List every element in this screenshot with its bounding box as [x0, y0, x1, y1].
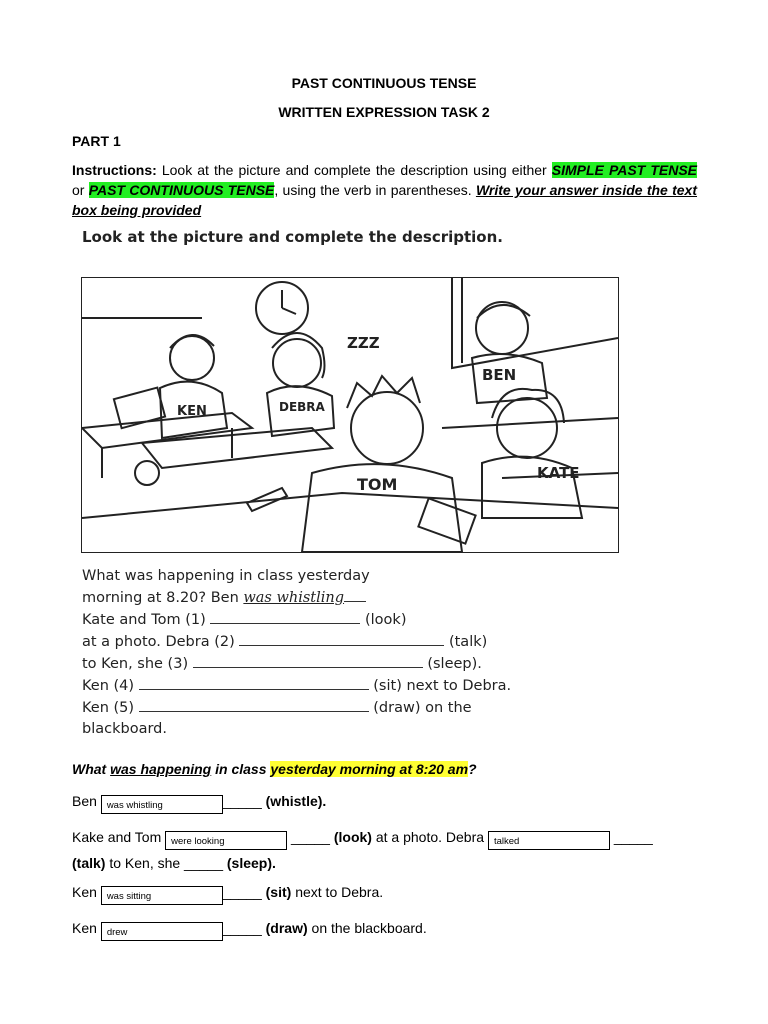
ben-verb: (whistle). [265, 793, 327, 809]
classroom-drawing [82, 278, 618, 552]
answer-box-kate-tom[interactable]: were looking [165, 831, 287, 850]
question-heading [72, 761, 477, 777]
question-part-3: in class [211, 761, 271, 777]
worksheet-figure [78, 226, 618, 736]
example-answer: was whistling [243, 590, 345, 606]
blank-5 [139, 697, 369, 712]
part-heading: PART 1 [72, 133, 121, 149]
figure-line-4-verb: (talk) [444, 634, 488, 650]
ken-sit-suffix: _____ [222, 884, 266, 900]
instructions-label: Instructions: [72, 162, 157, 178]
figure-line-6 [82, 675, 622, 697]
classroom-illustration [81, 277, 619, 553]
label-ken: KEN [177, 404, 207, 419]
talk-rest: to Ken, she _____ [105, 855, 227, 871]
instructions [72, 160, 697, 220]
ken-draw-rest: on the blackboard. [307, 920, 427, 936]
instructions-or: or [72, 182, 89, 198]
label-zzz: ZZZ [347, 334, 380, 352]
figure-line-4 [82, 631, 622, 653]
talk-verb: (talk) [72, 855, 106, 871]
blank-line [344, 587, 366, 602]
blank-4 [139, 675, 369, 690]
blank-3 [193, 653, 423, 668]
label-ben: BEN [482, 366, 517, 384]
figure-line-3 [82, 609, 622, 631]
ken-draw-suffix: _____ [222, 920, 266, 936]
answer-box-ken-draw[interactable]: drew [101, 922, 223, 941]
ken-sit-label: Ken [72, 884, 101, 900]
figure-line-5-text: to Ken, she (3) [82, 656, 193, 672]
answer-line-ben [72, 791, 326, 814]
answer-line-sleep [72, 853, 276, 873]
blank-2 [239, 631, 444, 646]
ken-sit-verb: (sit) [265, 884, 292, 900]
figure-line-5-verb: (sleep). [422, 656, 482, 672]
label-tom: TOM [357, 475, 398, 494]
kate-tom-rest: at a photo. Debra [371, 829, 488, 845]
figure-line-2-text: morning at 8.20? Ben [82, 590, 244, 606]
answer-box-ben[interactable]: was whistling [101, 795, 223, 814]
figure-line-3-text: Kate and Tom (1) [82, 612, 211, 628]
figure-line-7-verb: (draw) on the [368, 700, 472, 716]
figure-line-8: blackboard. [82, 721, 167, 737]
answer-line-ken-draw [72, 918, 427, 941]
instructions-text2: , using the verb in parentheses. [274, 182, 476, 198]
question-highlighted: yesterday morning at 8:20 am [270, 761, 469, 777]
label-kate: KATE [537, 464, 580, 482]
figure-line-6-text: Ken (4) [82, 678, 139, 694]
kate-tom-suffix: _____ [287, 829, 334, 845]
instructions-text1: Look at the picture and complete the description using either [156, 162, 552, 178]
figure-line-4-text: at a photo. Debra (2) [82, 634, 240, 650]
figure-line-5 [82, 653, 622, 675]
highlight-past-continuous: PAST CONTINUOUS TENSE [88, 182, 275, 198]
figure-line-7-text: Ken (5) [82, 700, 139, 716]
kate-tom-verb: (look) [333, 829, 372, 845]
instructions-emphasis: Write your answer inside the text box being provided [72, 182, 698, 218]
highlight-simple-past: SIMPLE PAST TENSE [551, 162, 697, 178]
debra-suffix: _____ [609, 829, 653, 845]
figure-heading: Look at the picture and complete the description. [82, 228, 503, 246]
figure-line-3-verb: (look) [360, 612, 407, 628]
sleep-verb: (sleep). [226, 855, 276, 871]
question-part-1: What [72, 761, 111, 777]
blank-1 [210, 609, 360, 624]
kate-tom-label: Kake and Tom [72, 829, 166, 845]
question-mark: ? [468, 761, 477, 777]
figure-description [82, 566, 622, 740]
answer-box-debra[interactable]: talked [488, 831, 610, 850]
answer-line-kate-tom [72, 827, 697, 850]
answer-box-ken-sit[interactable]: was sitting [101, 886, 223, 905]
ken-sit-rest: next to Debra. [291, 884, 384, 900]
figure-line-6-verb: (sit) next to Debra. [368, 678, 512, 694]
figure-line-2 [82, 587, 622, 609]
ken-draw-label: Ken [72, 920, 101, 936]
answer-line-ken-sit [72, 882, 383, 905]
ben-label: Ben [72, 793, 101, 809]
question-underlined: was happening [110, 761, 212, 777]
figure-line-1: What was happening in class yesterday [82, 568, 370, 584]
ken-draw-verb: (draw) [265, 920, 308, 936]
label-debra: DEBRA [279, 400, 325, 414]
figure-line-7 [82, 697, 622, 719]
page-subtitle: WRITTEN EXPRESSION TASK 2 [278, 104, 490, 120]
page-title: PAST CONTINUOUS TENSE [291, 75, 477, 91]
ben-suffix: _____ [222, 793, 266, 809]
